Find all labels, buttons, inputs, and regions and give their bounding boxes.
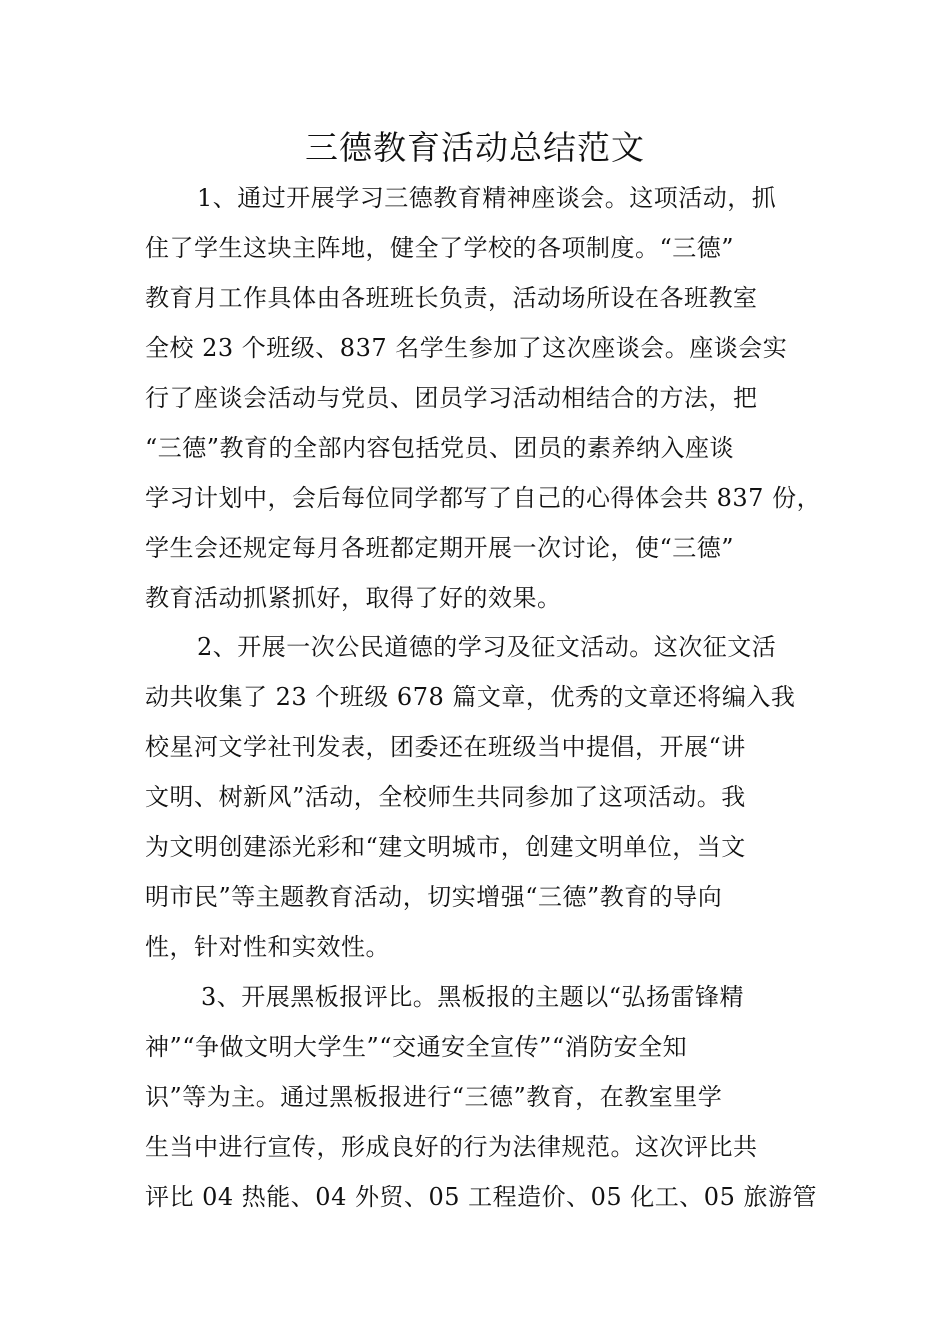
paragraph-1-line-2: 住了学生这块主阵地，健全了学校的各项制度。“三德” [145,234,735,262]
paragraph-1-line-5: 行了座谈会活动与党员、团员学习活动相结合的方法，把 [145,384,758,412]
document-title: 三德教育活动总结范文 [305,128,645,167]
paragraph-2-line-2: 动共收集了 23 个班级 678 篇文章，优秀的文章还将编入我 [145,683,796,711]
paragraph-3-line-1: 3、开展黑板报评比。黑板报的主题以“弘扬雷锋精 [201,983,745,1011]
paragraph-2-line-1: 2、开展一次公民道德的学习及征文活动。这次征文活 [197,633,777,661]
paragraph-1-line-4: 全校 23 个班级、837 名学生参加了这次座谈会。座谈会实 [145,334,788,362]
paragraph-1-line-1: 1、通过开展学习三德教育精神座谈会。这项活动，抓 [197,184,777,212]
paragraph-1-line-3: 教育月工作具体由各班班长负责，活动场所设在各班教室 [145,284,758,312]
paragraph-2-line-4: 文明、树新风”活动，全校师生共同参加了这项活动。我 [145,783,746,811]
paragraph-3-line-4: 生当中进行宣传，形成良好的行为法律规范。这次评比共 [145,1133,758,1161]
paragraph-3-line-2: 神”“争做文明大学生”“交通安全宣传”“消防安全知 [145,1033,688,1061]
paragraph-2-line-5: 为文明创建添光彩和“建文明城市，创建文明单位，当文 [145,833,746,861]
paragraph-1-line-9: 教育活动抓紧抓好，取得了好的效果。 [145,584,562,612]
paragraph-2-line-6: 明市民”等主题教育活动，切实增强“三德”教育的导向 [145,883,723,911]
paragraph-1-line-7: 学习计划中，会后每位同学都写了自己的心得体会共 837 份， [145,484,822,512]
paragraph-3-line-3: 识”等为主。通过黑板报进行“三德”教育，在教室里学 [145,1083,723,1111]
paragraph-3-line-5: 评比 04 热能、04 外贸、05 工程造价、05 化工、05 旅游管 [145,1183,817,1211]
paragraph-2-line-7: 性，针对性和实效性。 [145,933,390,961]
paragraph-2-line-3: 校星河文学社刊发表，团委还在班级当中提倡，开展“讲 [145,733,746,761]
paragraph-1-line-8: 学生会还规定每月各班都定期开展一次讨论，使“三德” [145,534,735,562]
paragraph-1-line-6: “三德”教育的全部内容包括党员、团员的素养纳入座谈 [145,434,735,462]
